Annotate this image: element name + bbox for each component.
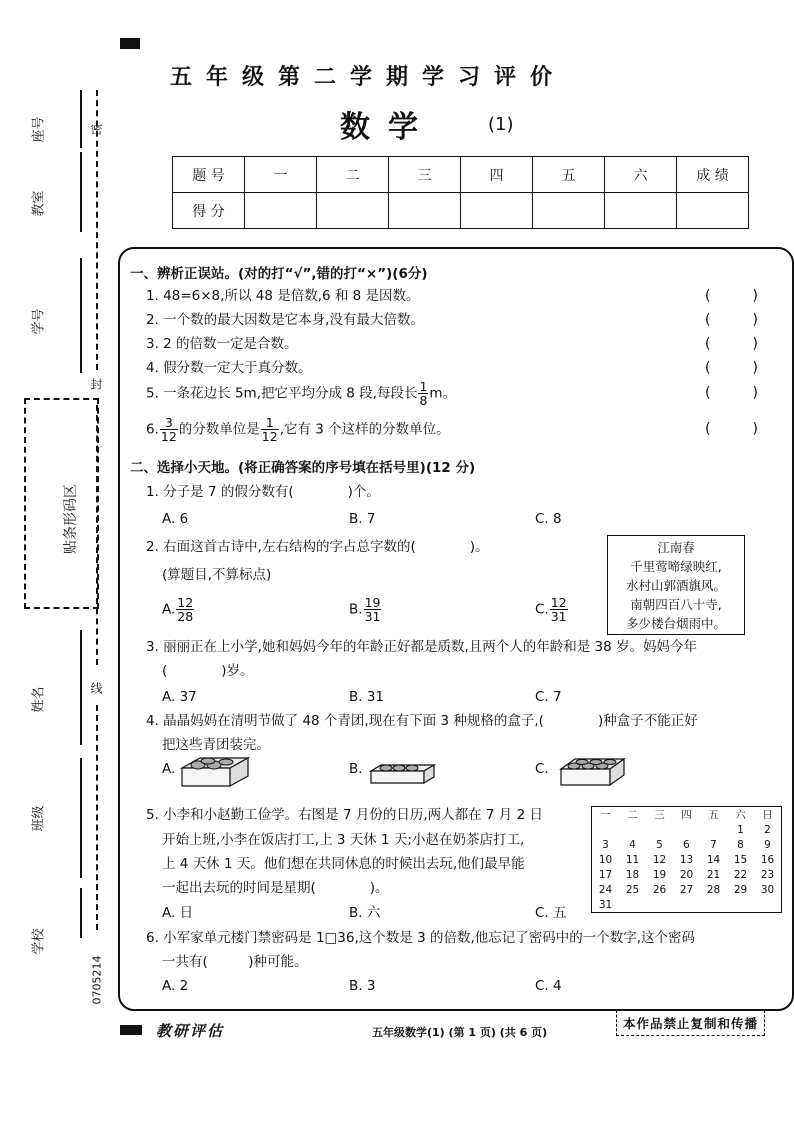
numerator: 19 [364,595,381,610]
margin-line [80,90,82,148]
calendar-day [700,897,727,913]
option[interactable]: C. 8 [535,511,562,527]
seal-mi: 密 [89,123,103,137]
calendar-day: 9 [764,838,771,851]
calendar-weekday: 三 [654,809,665,821]
calendar-day: 14 [706,853,721,866]
barcode-area-label: 贴条形码区 [63,484,79,554]
s1-q6-text2: ,它有 3 个这样的分数单位。 [279,421,450,438]
s2-q1-stem: 1. 分子是 7 的假分数有( )个。 [146,484,380,500]
option[interactable]: B. 六 [349,905,381,921]
option[interactable]: A. 37 [162,689,197,705]
s2-q5-l4: 一起出去玩的时间是星期( )。 [162,880,389,896]
binding-line [96,705,98,930]
calendar-day [592,822,620,837]
denominator: 31 [550,609,567,624]
fraction [261,416,279,443]
s2-q4-stem: 4. 晶晶妈妈在清明节做了 48 个青团,现在有下面 3 种规格的盒子,( )种盒子不能正好 [146,713,698,729]
denominator: 12 [160,429,177,444]
calendar-day [673,822,700,837]
option-letter: C. [535,601,549,618]
option[interactable]: C. 五 [535,905,567,921]
fraction [418,380,428,407]
score-cell: 五 [533,157,605,193]
score-cell: 三 [389,157,461,193]
margin-line [80,888,82,938]
calendar-day: 17 [598,868,613,881]
exam-title: 五年级第二学期学习评价 [170,65,567,90]
calendar-day: 30 [760,883,775,896]
s2-q6-stem: 6. 小军家单元楼门禁密码是 1□36,这个数是 3 的倍数,他忘记了密码中的一个数字,这个密码 [146,930,696,946]
score-input-cell[interactable] [461,193,533,229]
numerator: 1 [419,379,428,394]
section1-heading: 一、辨析正误站。(对的打“√”,错的打“×”)(6分) [130,266,428,282]
answer-paren[interactable]: ( ) [705,360,758,376]
s1-q6-text1: 的分数单位是 [178,421,260,438]
margin-line [80,152,82,232]
calendar-day: 6 [683,838,690,851]
poem-line: 多少楼台烟雨中。 [625,616,726,631]
s1-q5-text: 5. 一条花边长 5m,把它平均分成 8 段,每段长 [146,385,418,402]
calendar-day: 27 [679,883,694,896]
calendar-day: 18 [625,868,640,881]
calendar-day: 11 [625,853,640,866]
calendar-week [592,897,782,913]
calendar-day: 12 [652,853,667,866]
option[interactable]: B. 31 [349,689,385,705]
s2-q3-stem: 3. 丽丽正在上小学,她和妈妈今年的年龄正好都是质数,且两个人的年龄和是 38 岁。妈妈今年 [146,639,698,655]
calendar-day: 15 [733,853,748,866]
fraction [160,416,178,443]
s1-q2: 2. 一个数的最大因数是它本身,没有最大倍数。 [146,312,424,328]
score-input-cell[interactable] [677,193,749,229]
calendar-day: 2 [764,823,771,836]
subject-title: 数学 [340,110,436,145]
score-input-cell[interactable] [533,193,605,229]
s1-q6 [146,416,450,443]
calendar-day [700,822,727,837]
margin-line [80,758,82,878]
calendar-day [646,822,673,837]
margin-line [80,630,82,745]
answer-paren[interactable]: ( ) [705,336,758,352]
footer-notice: 本作品禁止复制和传播 [616,1010,765,1036]
poem-line: 南朝四百八十寺, [630,597,722,612]
calendar-day: 26 [652,883,667,896]
box-c-image [558,756,626,788]
s2-q5-l2: 开始上班,小李在饭店打工,上 3 天休 1 天;小赵在奶茶店打工, [162,832,525,848]
score-input-cell[interactable] [317,193,389,229]
footer-page: 五年级数学(1) (第 1 页) (共 6 页) [372,1026,548,1039]
calendar-header [592,807,782,823]
option[interactable]: C. [535,761,549,777]
calendar-day: 4 [629,838,636,851]
calendar-weekday: 五 [708,809,719,821]
calendar-day [727,897,754,913]
answer-paren[interactable]: ( ) [705,385,758,401]
fraction [550,596,568,623]
calendar-day: 29 [733,883,748,896]
s2-q6-stem2: 一共有( )种可能。 [162,954,308,970]
calendar-week [592,837,782,852]
numerator: 1 [261,416,279,430]
s1-q5 [146,380,456,407]
calendar-day: 20 [679,868,694,881]
calendar-day [619,822,646,837]
calendar-day [619,897,646,913]
s2-q5-l3: 上 4 天休 1 天。他们想在共同休息的时候出去玩,他们最早能 [162,856,525,872]
corner-mark [120,38,140,49]
s2-q5-l1: 5. 小李和小赵勤工俭学。右图是 7 月份的日历,两人都在 7 月 2 日 [146,807,543,823]
calendar-day: 10 [598,853,613,866]
s2-q2-note: (算题目,不算标点) [162,567,272,583]
box-a-image [178,754,250,790]
calendar-day [673,897,700,913]
score-cell: 二 [317,157,389,193]
s2-q3-stem2: ( )岁。 [162,663,254,679]
fraction [176,596,194,623]
july-calendar [591,806,782,913]
option[interactable]: A. 2 [162,978,189,994]
calendar-day: 19 [652,868,667,881]
poem-title: 江南春 [657,540,695,555]
poem-box [607,535,745,635]
calendar-day: 8 [737,838,744,851]
s1-q4: 4. 假分数一定大于真分数。 [146,360,312,376]
calendar-day: 23 [760,868,775,881]
denominator: 31 [364,609,381,624]
calendar-day: 22 [733,868,748,881]
section2-heading: 二、选择小天地。(将正确答案的序号填在括号里)(12 分) [130,460,476,476]
calendar-day: 7 [710,838,717,851]
s1-q3: 3. 2 的倍数一定是合数。 [146,336,298,352]
poem-line: 水村山郭酒旗风。 [625,578,726,593]
calendar-day: 31 [598,898,613,911]
score-table [172,156,749,229]
numerator: 12 [177,595,194,610]
score-header-row [173,157,749,193]
numerator: 12 [550,595,567,610]
score-cell: 得 分 [173,193,245,229]
option[interactable] [535,596,569,623]
calendar-day: 21 [706,868,721,881]
calendar-day: 3 [602,838,609,851]
student-no-label: 学号 [31,308,47,335]
denominator: 8 [419,393,428,408]
calendar-day: 13 [679,853,694,866]
school-label: 学校 [31,928,47,955]
option[interactable] [349,596,382,623]
subject-number: (1) [488,114,514,135]
fraction [364,596,382,623]
s2-q2-stem: 2. 右面这首古诗中,左右结构的字占总字数的( )。 [146,539,489,555]
option[interactable]: A. 日 [162,905,194,921]
s2-q4-stem2: 把这些青团装完。 [162,737,270,753]
score-input-cell[interactable] [245,193,317,229]
calendar-weekday: 四 [681,809,692,821]
answer-paren[interactable]: ( ) [705,288,758,304]
option[interactable]: C. 7 [535,689,562,705]
denominator: 12 [261,429,278,444]
calendar-weekday: 日 [762,809,773,821]
option[interactable]: B. [349,761,363,777]
calendar-weekday: 二 [627,809,638,821]
denominator: 28 [177,609,194,624]
option[interactable]: B. 7 [349,511,376,527]
score-input-cell[interactable] [605,193,677,229]
score-cell: 六 [605,157,677,193]
calendar-day [754,897,782,913]
score-cell: 一 [245,157,317,193]
option-letter: A. [162,601,176,618]
option[interactable]: C. 4 [535,978,562,994]
calendar-weekday: 一 [600,809,611,821]
score-cell: 成 绩 [677,157,749,193]
calendar-week [592,882,782,897]
footer-brand: 教研评估 [156,1022,225,1040]
box-b-image [368,762,436,786]
calendar-day: 1 [737,823,744,836]
name-label: 姓名 [31,686,47,713]
score-cell: 四 [461,157,533,193]
margin-line [80,258,82,373]
option[interactable]: A. [162,761,176,777]
calendar-day: 25 [625,883,640,896]
calendar-week [592,867,782,882]
option-letter: B. [349,601,363,618]
seal-xian: 线 [89,682,103,696]
s1-q5-unit: m。 [429,385,457,402]
score-value-row [173,193,749,229]
score-input-cell[interactable] [389,193,461,229]
calendar-week [592,822,782,837]
answer-paren[interactable]: ( ) [705,312,758,328]
seal-feng: 封 [89,378,103,392]
calendar-week [592,852,782,867]
s1-q6-num: 6. [146,421,159,438]
calendar-weekday: 六 [735,809,746,821]
room-label: 教室 [31,190,47,217]
answer-paren[interactable]: ( ) [705,421,758,437]
poem-line: 千里莺啼绿映红, [630,559,722,574]
option[interactable]: B. 3 [349,978,376,994]
doc-code: 0705214 [90,955,104,1005]
calendar-day: 5 [656,838,663,851]
class-label: 班级 [31,805,47,832]
calendar-day: 16 [760,853,775,866]
calendar-day [646,897,673,913]
calendar-day: 24 [598,883,613,896]
score-cell: 题 号 [173,157,245,193]
s1-q1: 1. 48=6×8,所以 48 是倍数,6 和 8 是因数。 [146,288,420,304]
seat-label: 座号 [31,116,47,143]
option[interactable]: A. 6 [162,511,189,527]
calendar-day: 28 [706,883,721,896]
option[interactable] [162,596,195,623]
footer-mark [120,1025,142,1035]
numerator: 3 [160,416,178,430]
